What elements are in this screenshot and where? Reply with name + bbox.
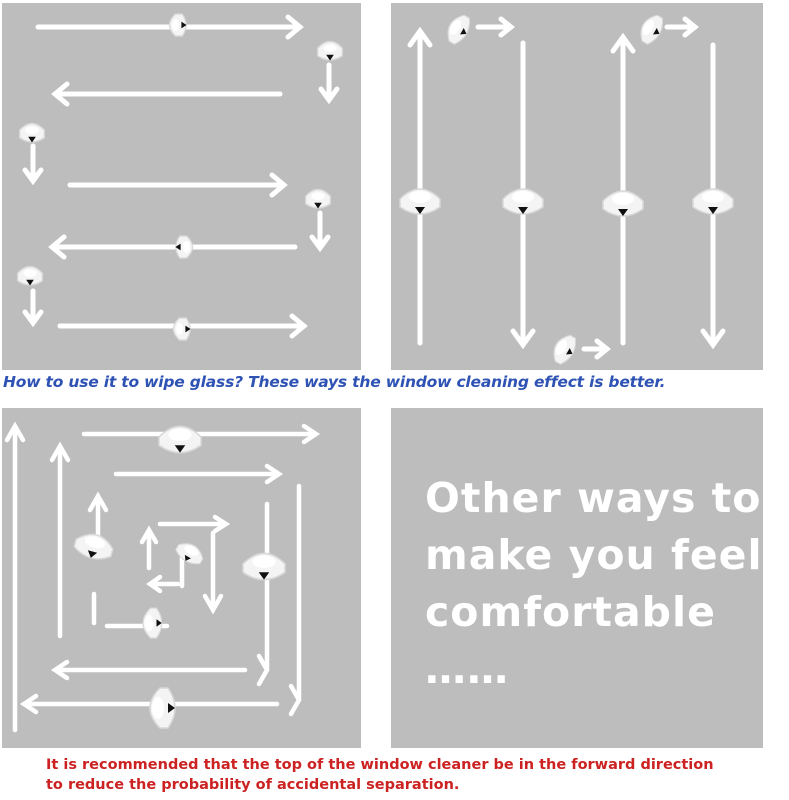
vertical-arrows <box>391 3 763 370</box>
other-ways-text <box>425 470 763 698</box>
diagram-horizontal-zigzag <box>2 3 361 370</box>
recommendation-note <box>46 755 786 795</box>
other-ways-line-1: Other ways to <box>425 474 762 522</box>
tip-heading: How to use it to wipe glass? These ways the window cleaning effect is better. <box>3 373 666 391</box>
note-line-2: to reduce the probability of accidental separation. <box>46 777 460 793</box>
spiral-arrows <box>2 408 361 748</box>
other-ways-line-2: make you feel <box>425 531 763 579</box>
zigzag-arrows <box>2 3 361 370</box>
other-ways-line-3: comfortable <box>425 588 716 636</box>
other-ways-panel <box>391 408 763 748</box>
diagram-vertical-zigzag <box>391 3 763 370</box>
other-ways-line-4: …… <box>425 645 509 693</box>
note-line-1: It is recommended that the top of the window cleaner be in the forward direction <box>46 757 714 773</box>
diagram-spiral <box>2 408 361 748</box>
